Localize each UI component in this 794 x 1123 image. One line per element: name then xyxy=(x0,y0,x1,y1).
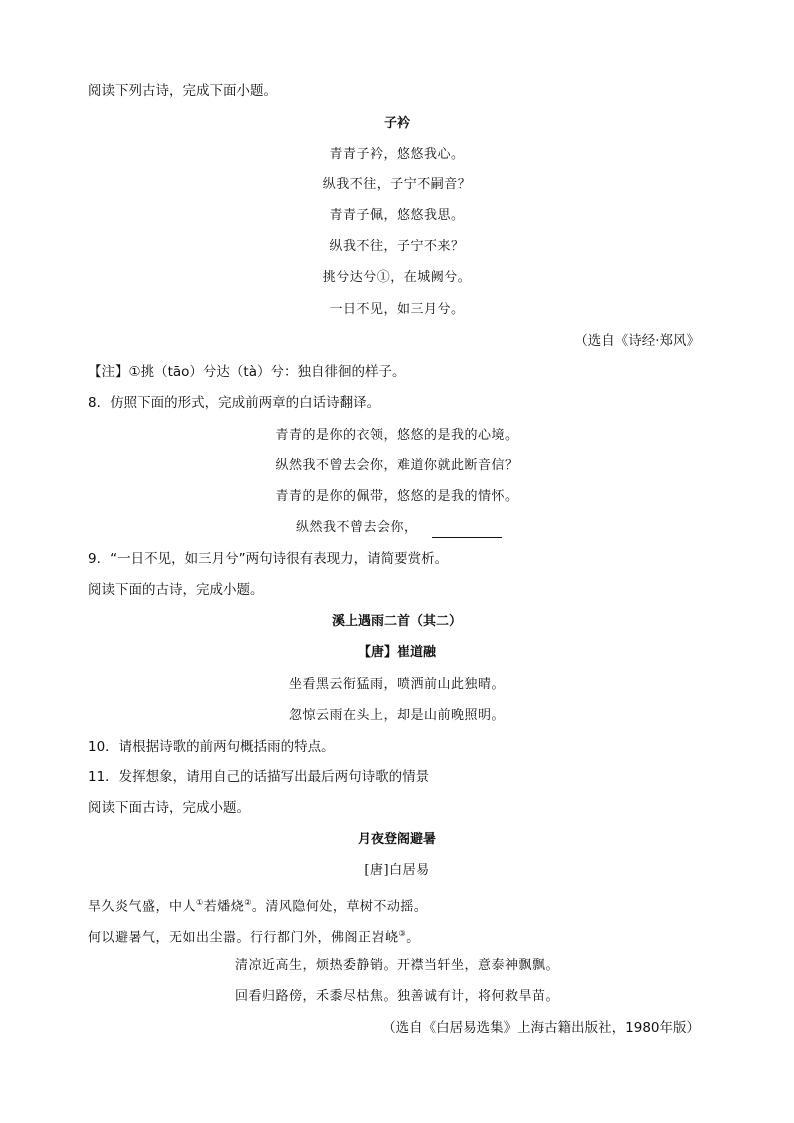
poem-title-xishang: 溪上遇雨二首（其二） xyxy=(331,614,462,629)
poem-line: 清凉近高生，烦热委静销。开襟当轩坐，意泰神飘飘。 xyxy=(234,958,559,973)
poem-text: 若燔烧 xyxy=(203,899,245,915)
question-8: 8．仿照下面的形式，完成前两章的白话诗翻译。 xyxy=(88,395,381,411)
question-11: 11．发挥想象，请用自己的话描写出最后两句诗歌的情景 xyxy=(88,769,430,785)
poem-title-zijin: 子衿 xyxy=(383,116,410,131)
answer-blank[interactable] xyxy=(432,523,502,538)
poem-author: [唐]白居易 xyxy=(364,863,430,878)
intro-text-2: 阅读下面的古诗，完成小题。 xyxy=(88,582,264,598)
poem-text: 。清风隐何处，草树不动摇。 xyxy=(251,899,428,915)
annotation-note: 【注】①挑（tāo）兮达（tà）兮：独自徘徊的样子。 xyxy=(88,364,406,380)
poem-line: 纵我不往，子宁不嗣音？ xyxy=(322,177,472,192)
poem-line: 青青子佩，悠悠我思。 xyxy=(329,208,465,223)
poem-text: 。 xyxy=(406,930,420,946)
poem-source: （选自《白居易选集》上海古籍出版社，1980年版） xyxy=(382,1020,700,1036)
translation-line: 青青的是你的佩带，悠悠的是我的情怀。 xyxy=(275,489,519,504)
poem-text: 何以避暑气，无如出尘嚣。行行都门外，佛阁正岧峣 xyxy=(88,930,399,946)
question-9: 9．“一日不见，如三月兮”两句诗很有表现力，请简要赏析。 xyxy=(88,551,449,567)
footnote-marker: ③ xyxy=(398,929,407,938)
poem-line xyxy=(88,893,427,917)
translation-line: 纵然我不曾去会你，难道你就此断音信？ xyxy=(275,458,519,473)
question-10: 10．请根据诗歌的前两句概括雨的特点。 xyxy=(88,739,335,755)
footnote-marker: ② xyxy=(244,898,252,907)
poem-source: （选自《诗经·郑风》 xyxy=(574,333,700,349)
poem-title-yueye: 月夜登阁避暑 xyxy=(357,832,436,847)
poem-text: 旱久炎气盛，中人 xyxy=(88,899,197,915)
poem-line xyxy=(88,924,420,948)
intro-text-3: 阅读下面古诗，完成小题。 xyxy=(88,800,250,816)
translation-line: 青青的是你的衣领，悠悠的是我的心境。 xyxy=(275,428,519,443)
translation-line: 纵然我不曾去会你， xyxy=(296,520,418,535)
poem-line: 忽惊云雨在头上，却是山前晚照明。 xyxy=(288,708,505,723)
poem-line: 坐看黑云衔猛雨，喷洒前山此独晴。 xyxy=(288,677,505,692)
poem-line: 一日不见，如三月兮。 xyxy=(329,302,465,317)
poem-author: 【唐】崔道融 xyxy=(357,645,436,660)
intro-text-1: 阅读下列古诗，完成下面小题。 xyxy=(88,83,277,99)
poem-line: 纵我不往，子宁不来？ xyxy=(329,239,465,254)
translation-line-with-blank xyxy=(296,518,502,538)
footnote-marker: ① xyxy=(196,898,204,907)
poem-line: 回看归路傍，禾黍尽枯焦。独善诚有计，将何救旱苗。 xyxy=(234,989,559,1004)
poem-line: 青青子衿，悠悠我心。 xyxy=(329,147,465,162)
poem-line: 挑兮达兮①，在城阙兮。 xyxy=(322,270,472,285)
